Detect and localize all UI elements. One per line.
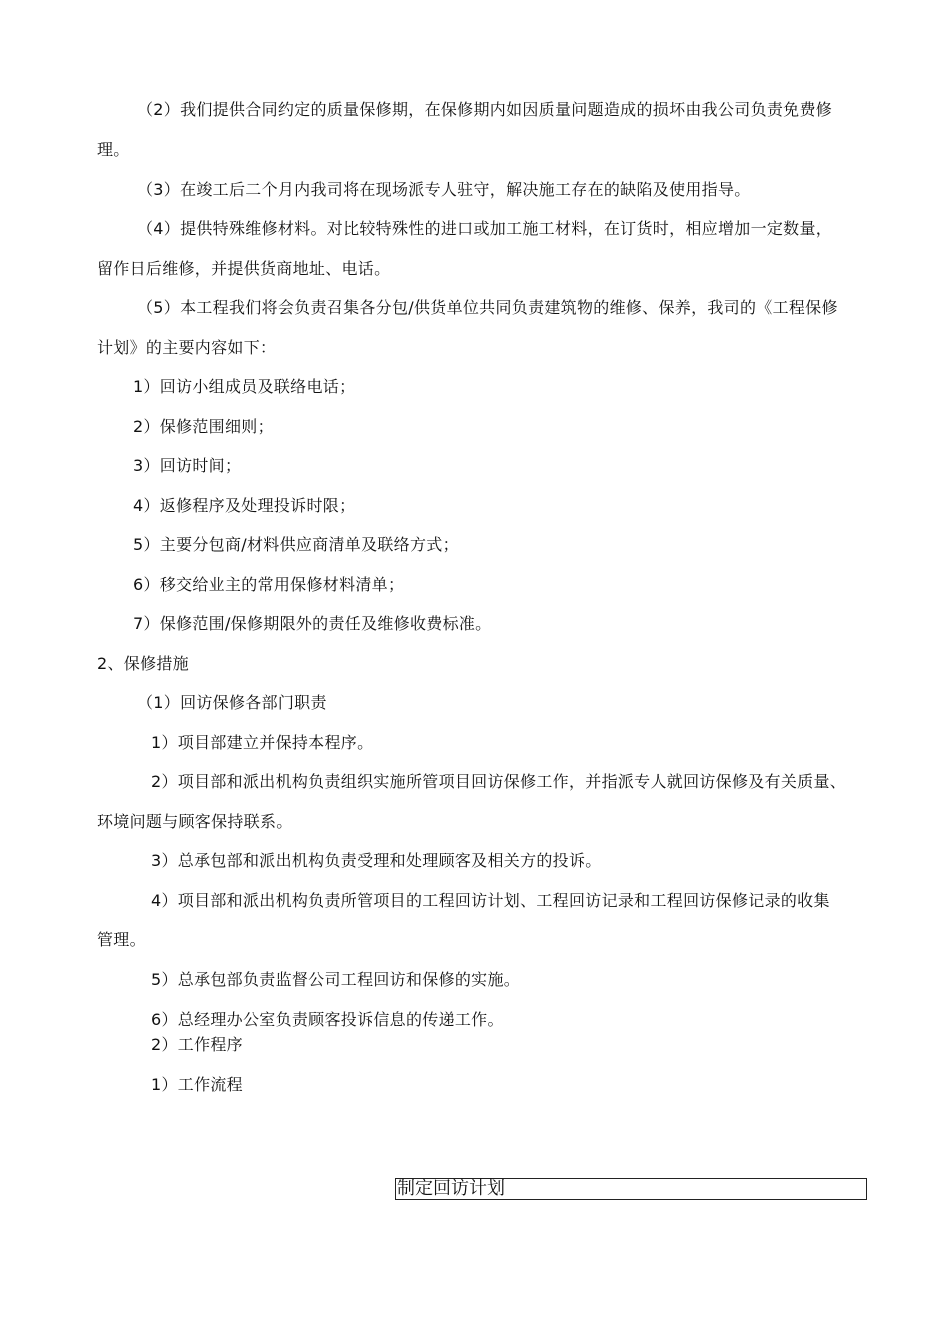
subsection-heading: 2）工作程序: [151, 1035, 243, 1054]
list-item: 7）保修范围/保修期限外的责任及维修收费标准。: [133, 614, 492, 633]
list-item: 1）回访小组成员及联络电话；: [133, 377, 356, 396]
paragraph-2-line-1: （2）我们提供合同约定的质量保修期，在保修期内如因质量问题造成的损坏由我公司负责免费修: [137, 100, 833, 119]
subsection-heading: 1）工作流程: [151, 1075, 243, 1094]
section-heading: 2、保修措施: [97, 654, 189, 673]
paragraph-3: （3）在竣工后二个月内我司将在现场派专人驻守，解决施工存在的缺陷及使用指导。: [137, 180, 751, 199]
duty-item: 6）总经理办公室负责顾客投诉信息的传递工作。: [151, 1010, 504, 1029]
paragraph-5-line-2: 计划》的主要内容如下：: [97, 338, 277, 357]
duty-item: 5）总承包部负责监督公司工程回访和保修的实施。: [151, 970, 521, 989]
list-item: 5）主要分包商/材料供应商清单及联络方式；: [133, 535, 459, 554]
duty-item: 1）项目部建立并保持本程序。: [151, 733, 374, 752]
duty-item-continuation: 管理。: [97, 930, 146, 949]
list-item: 6）移交给业主的常用保修材料清单；: [133, 575, 405, 594]
subsection-heading: （1）回访保修各部门职责: [137, 693, 327, 712]
paragraph-2-line-2: 理。: [97, 140, 130, 159]
flowchart-box: 制定回访计划: [395, 1178, 867, 1200]
paragraph-5-line-1: （5）本工程我们将会负责召集各分包/供货单位共同负责建筑物的维修、保养，我司的《工程保修: [137, 298, 838, 317]
duty-item-continuation: 环境问题与顾客保持联系。: [97, 812, 293, 831]
duty-item: 2）项目部和派出机构负责组织实施所管项目回访保修工作，并指派专人就回访保修及有关质量、: [151, 772, 847, 791]
paragraph-4-line-2: 留作日后维修，并提供货商地址、电话。: [97, 259, 391, 278]
list-item: 4）返修程序及处理投诉时限；: [133, 496, 356, 515]
duty-item: 3）总承包部和派出机构负责受理和处理顾客及相关方的投诉。: [151, 851, 602, 870]
list-item: 3）回访时间；: [133, 456, 242, 475]
duty-item: 4）项目部和派出机构负责所管项目的工程回访计划、工程回访记录和工程回访保修记录的收集: [151, 891, 830, 910]
list-item: 2）保修范围细则；: [133, 417, 274, 436]
paragraph-4-line-1: （4）提供特殊维修材料。对比较特殊性的进口或加工施工材料，在订货时，相应增加一定数量，: [137, 219, 833, 238]
